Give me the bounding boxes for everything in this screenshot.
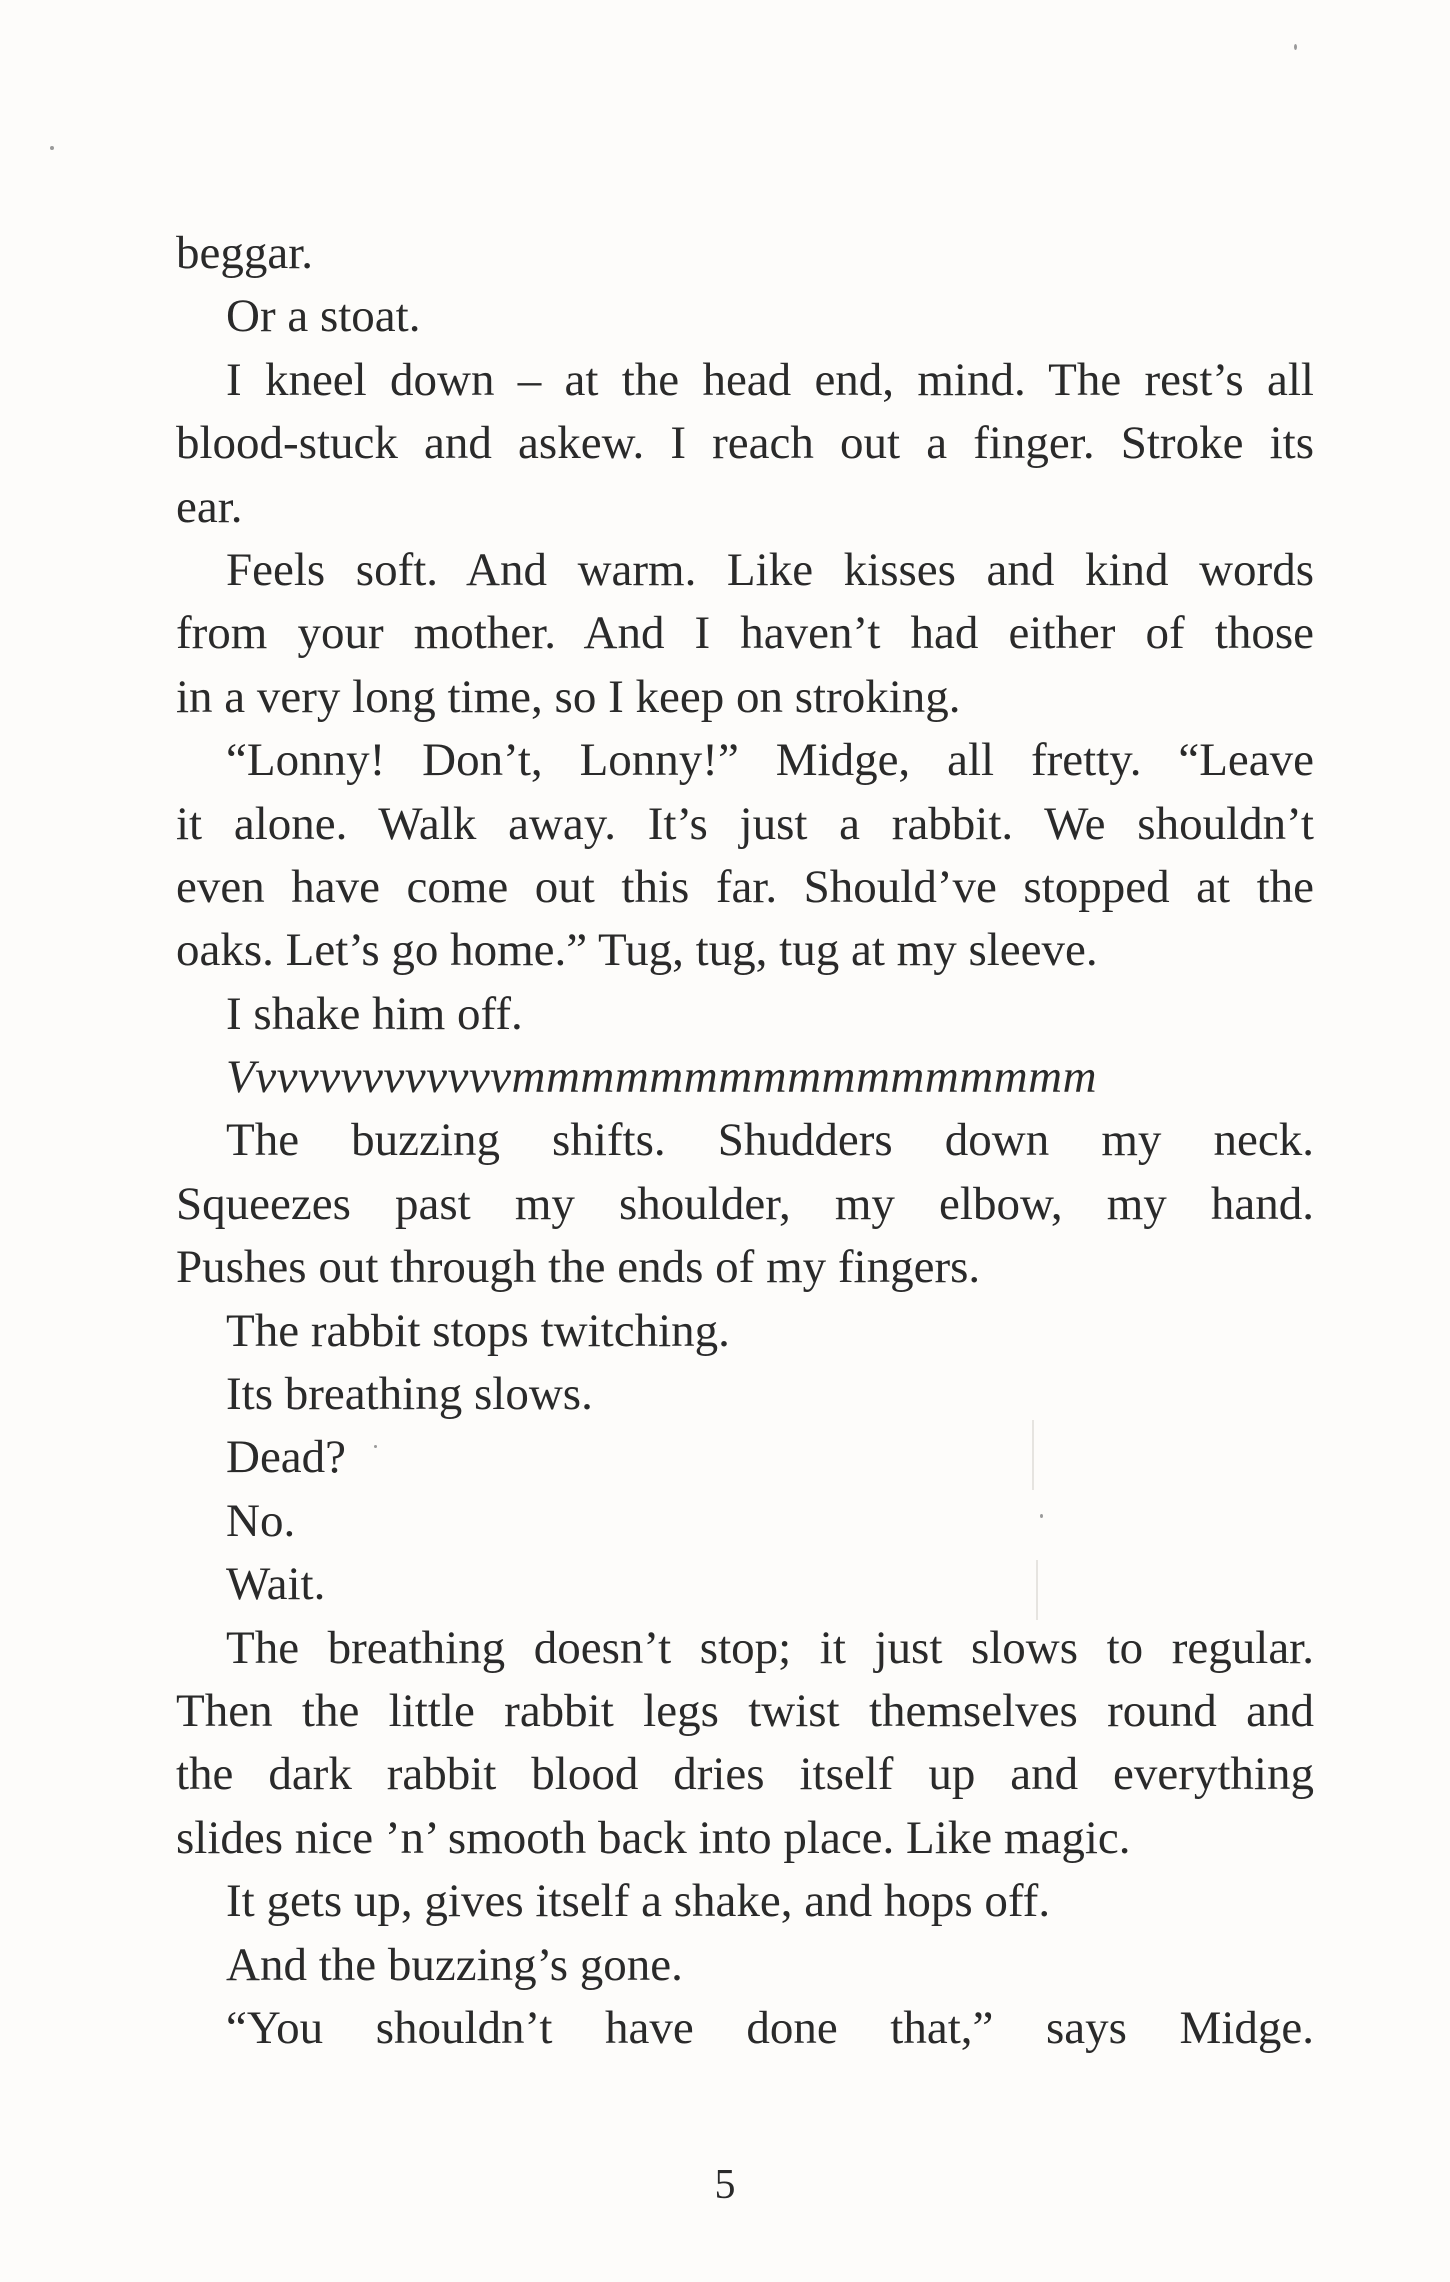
text-line: And the buzzing’s gone. <box>226 1938 683 1991</box>
text-line: Squeezes past my shoulder, my elbow, my hand. <box>176 1177 1314 1230</box>
text-line: blood-stuck and askew. I reach out a finger. Stroke its <box>176 417 1314 470</box>
text-line: slides nice ’n’ smooth back into place. Like magic. <box>176 1811 1131 1864</box>
text-line: from your mother. And I haven’t had either of those <box>176 607 1314 660</box>
text-line: Feels soft. And warm. Like kisses and kind words <box>226 543 1314 596</box>
text-line: “You shouldn’t have done that,” says Midge. <box>226 2001 1314 2054</box>
scan-speck <box>1294 44 1297 50</box>
body-text <box>176 222 1314 2060</box>
text-line: Its breathing slows. <box>226 1368 593 1421</box>
text-line: The rabbit stops twitching. <box>226 1304 730 1357</box>
scan-speck <box>50 146 54 150</box>
text-line: Wait. <box>226 1558 326 1611</box>
text-line: even have come out this far. Should’ve stopped at the <box>176 860 1314 913</box>
text-line: the dark rabbit blood dries itself up and everything <box>176 1748 1314 1801</box>
buzzing-sound-line: Vvvvvvvvvvvvvmmmmmmmmmmmmmmmmm <box>226 1051 1098 1104</box>
text-line: in a very long time, so I keep on stroking. <box>176 670 961 723</box>
text-line: The breathing doesn’t stop; it just slows to regular. <box>226 1621 1314 1674</box>
text-line: I kneel down – at the head end, mind. The rest’s all <box>226 353 1314 406</box>
text-line: Then the little rabbit legs twist themselves round and <box>176 1684 1314 1737</box>
text-line: it alone. Walk away. It’s just a rabbit. We shouldn’t <box>176 797 1314 850</box>
text-line: It gets up, gives itself a shake, and hops off. <box>226 1875 1051 1928</box>
text-line: Dead? <box>226 1431 347 1484</box>
text-line: No. <box>226 1494 296 1547</box>
text-line: ear. <box>176 480 243 533</box>
text-line: I shake him off. <box>226 987 523 1040</box>
text-line: beggar. <box>176 227 314 279</box>
text-line: “Lonny! Don’t, Lonny!” Midge, all fretty. “Leave <box>226 734 1314 787</box>
text-line: Pushes out through the ends of my fingers. <box>176 1241 981 1294</box>
text-line: The buzzing shifts. Shudders down my neck. <box>226 1114 1314 1167</box>
text-line: oaks. Let’s go home.” Tug, tug, tug at my sleeve. <box>176 924 1098 977</box>
page-number: 5 <box>714 2162 736 2208</box>
text-line: Or a stoat. <box>226 290 421 343</box>
